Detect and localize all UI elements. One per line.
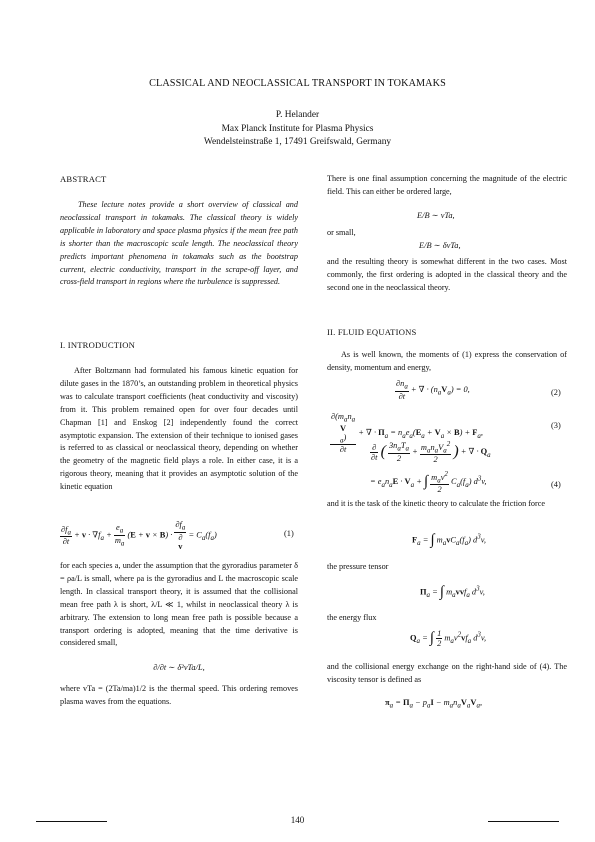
- ordering-equation: ∂/∂t ∼ δ²vTa/L,: [153, 663, 205, 672]
- right-paragraph-1: There is one final assumption concerning the magnitude of the electric field. This can either be ordered large,: [327, 174, 567, 196]
- intro-paragraph-3: where vTa = (2Ta/ma)1/2 is the thermal speed. This ordering removes plasma waves from the equations.: [60, 684, 298, 706]
- right-paragraph-3: As is well known, the moments of (1) express the conservation of density, momentum and energy,: [327, 350, 567, 372]
- equation-small-field: E/B ∼ δvTa,: [419, 241, 461, 250]
- right-paragraph-4: and it is the task of the kinetic theory to calculate the friction force: [327, 499, 546, 508]
- equation-4-lhs: $\frac{\partial}{\partial t}$ ( $\frac{3n_aT_a}{2}$ + $\frac{m_an_aV_a^2}{2}$ ) + ∇ · $Q_a$: [371, 440, 491, 465]
- author-block: [0, 109, 595, 150]
- abstract-text: These lecture notes provide a short overview of classical and neoclassical transport in tokamaks. The classical theory is widely applicable in laboratory and space plasma physics if the mean free path is shorter than the macroscopic scale length. The neoclassical theory predicts important phenomena in tokamaks such as the bootstrap current, electric conductivity, transport in the scrape-off layer, and cross-field transport in regions where the turbulence is suppressed.: [60, 200, 298, 287]
- equation-3-number: (3): [551, 421, 561, 430]
- friction-force-equation: $F_a$ = ∫ $m_avC_a(f_a)$ $d^3v$,: [412, 532, 486, 548]
- pressure-tensor-text: the pressure tensor: [327, 562, 389, 571]
- energy-flux-text: the energy flux: [327, 613, 377, 622]
- address: Wendelsteinstraße 1, 17491 Greifswald, Germany: [203, 137, 392, 147]
- institution: Max Planck Institute for Plasma Physics: [221, 123, 374, 134]
- footer-rule-right: [488, 821, 559, 822]
- right-paragraph-2: and the resulting theory is somewhat different in the two cases. Most commonly, the first ordering is adopted in the classical theory and the second one in the neoclassical theory.: [327, 257, 567, 292]
- fluid-equations-heading: II. FLUID EQUATIONS: [327, 327, 417, 337]
- equation-1-number: (1): [284, 529, 294, 538]
- intro-heading: I. INTRODUCTION: [60, 340, 136, 350]
- equation-1: $\frac{\partial f_a}{\partial t}$ + $v \cdot \nabla f_a$ + $\frac{e_a}{m_a}$ (E + v × B) · $\partial f_a$ ∂ v = $C_a(f_a)$: [61, 520, 217, 551]
- equation-2-number: (2): [551, 388, 561, 397]
- or-small-text: or small,: [327, 228, 356, 237]
- right-paragraph-5: and the collisional energy exchange on the right-hand side of (4). The viscosity tensor is defined as: [327, 662, 567, 684]
- page-number: 140: [290, 815, 305, 825]
- paper-title: CLASSICAL AND NEOCLASSICAL TRANSPORT IN TOKAMAKS: [149, 78, 446, 89]
- intro-paragraph-1: After Boltzmann had formulated his famous kinetic equation for dilute gases in the 1870’s, an outstanding problem in theoretical physics was to calculate transport coefficients (heat conductivity and viscosity) from it. This problem remained open for over four decades until Chapman [1] and Enskog [2] independently found the correct asymptotic expansion. The extension of their technique to ionised gases is referred to as classical or neoclassical theory, depending on whether the geometry of the magnetic field plays a role. In either case, it is a rigorous theory, meaning that it provides an asymptotic solution of the kinetic equation: [60, 366, 298, 492]
- intro-paragraph-2: for each species a, under the assumption that the gyroradius parameter δ = ρa/L is small, where ρa is the gyroradius and L the macroscopic scale length. In classical transport theory, it is assumed that the collisional mean free path λ is short, λ/L ≪ 1, whilst in neoclassical theory λ is arbitrary. The extension to long mean free path is possible because a transport ordering is adopted, meaning that the time derivative is considered small,: [60, 561, 298, 648]
- equation-4-rhs: = $e_an_aE \cdot V_a$ + ∫ $\frac{m_av^2}{2}$ $C_a(f_a)$ $d^3v$,: [370, 470, 487, 495]
- energy-flux-equation: $Q_a$ = ∫ $\frac{1}{2}$ $m_av^2vf_a$ $d^3v$,: [410, 629, 487, 648]
- viscosity-tensor-equation: $\pi_a = \Pi_a - p_aI - m_an_aV_aV_a$,: [385, 698, 483, 710]
- equation-3: $\partial(m_an_a$ V $_a$) ∂t + ∇ · $\Pi_a = n_ae_a(E_a + V_a \times B) + F_a$,: [331, 412, 483, 455]
- equation-large-field: E/B ∼ vTa,: [417, 211, 455, 220]
- equation-4-number: (4): [551, 480, 561, 489]
- pressure-tensor-equation: $\Pi_a$ = ∫ $m_avvf_a$ $d^3v$,: [420, 584, 485, 600]
- author-name: P. Helander: [275, 110, 320, 120]
- abstract-heading: ABSTRACT: [60, 174, 107, 184]
- equation-2: $\frac{\partial n_a}{\partial t}$ + ∇ · $(n_aV_a) = 0$,: [396, 379, 470, 401]
